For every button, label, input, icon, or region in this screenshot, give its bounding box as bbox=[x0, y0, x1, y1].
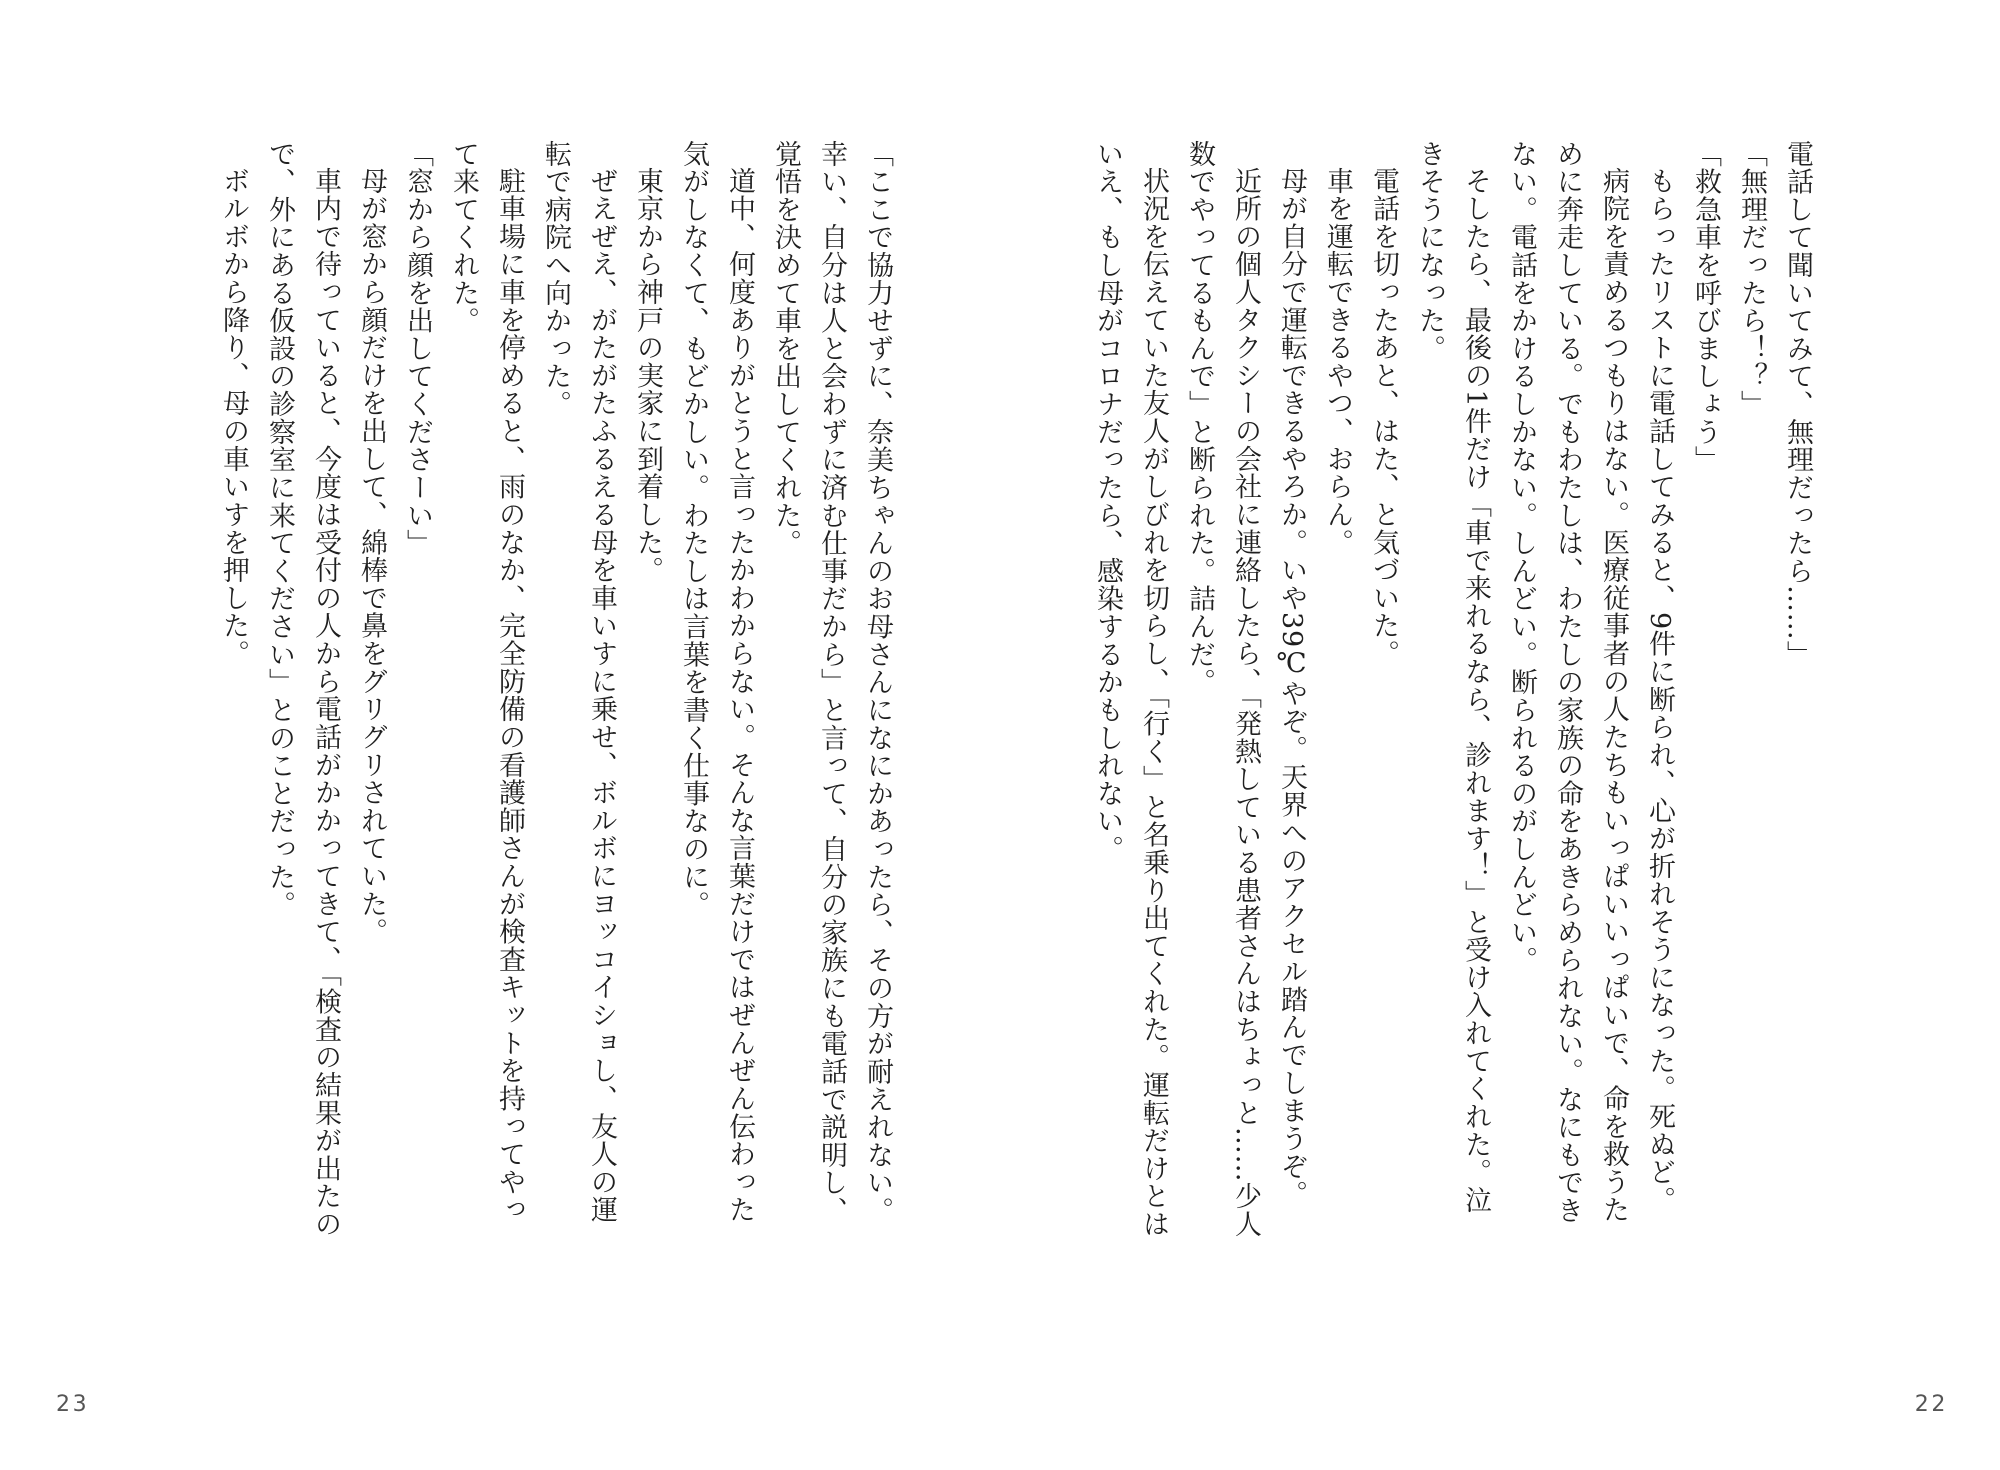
right-page bbox=[1000, 0, 2000, 1470]
paragraph: もらったリストに電話してみると、9件に断られ、心が折れそうになった。死ぬど。 bbox=[1644, 167, 1675, 1214]
paragraph: 車を運転できるやつ、おらん。 bbox=[1322, 167, 1353, 557]
paragraph: 病院を責めるつもりはない。医療従事者の人たちもいっぱいいっぱいで、命を救うために奔走している。でもわたしは、わたしの家族の命をあきらめられない。なにもできない。電話をかけるしかない。しんどい。断られるのがしんどい。 bbox=[1506, 140, 1629, 1225]
paragraph: 「ここで協力せずに、奈美ちゃんのお母さんになにかあったら、その方が耐えれない。幸い、自分は人と会わずに済む仕事だから」と言って、自分の家族にも電話で説明し、覚悟を決めて車を出してくれた。 bbox=[770, 140, 893, 1225]
paragraph: 状況を伝えていた友人がしびれを切らし、「行く」と名乗り出てくれた。運転だけとはいえ、もし母がコロナだったら、感染するかもしれない。 bbox=[1092, 140, 1169, 1239]
right-page-text bbox=[1092, 140, 1820, 1240]
paragraph: 電話を切ったあと、はた、と気づいた。 bbox=[1368, 167, 1399, 668]
paragraph: ぜえぜえ、がたがたふるえる母を車いすに乗せ、ボルボにヨッコイショし、友人の運転で病院へ向かった。 bbox=[540, 140, 617, 1224]
left-page-number: 23 bbox=[56, 1392, 90, 1417]
paragraph: 母が自分で運転できるやろか。いや39℃やぞ。天界へのアクセル踏んでしまうぞ。 bbox=[1276, 167, 1307, 1209]
paragraph: 道中、何度ありがとうと言ったかわからない。そんな言葉だけではぜんぜん伝わった気がしなくて、もどかしい。わたしは言葉を書く仕事なのに。 bbox=[678, 140, 755, 1224]
paragraph: そしたら、最後の1件だけ「車で来れるなら、診れます！」と受け入れてくれた。泣きそうになった。 bbox=[1414, 140, 1491, 1214]
paragraph: 近所の個人タクシーの会社に連絡したら、「発熱している患者さんはちょっと……少人数でやってるもんで」と断られた。詰んだ。 bbox=[1184, 140, 1261, 1239]
left-page-text bbox=[100, 140, 900, 1240]
paragraph: 「無理だったら！？」 bbox=[1736, 140, 1767, 419]
paragraph: 「救急車を呼びましょう」 bbox=[1690, 140, 1721, 474]
paragraph: 母が窓から顔だけを出して、綿棒で鼻をグリグリされていた。 bbox=[356, 167, 387, 946]
right-page-number: 22 bbox=[1914, 1392, 1948, 1417]
paragraph: ボルボから降り、母の車いすを押した。 bbox=[218, 167, 249, 668]
paragraph: 東京から神戸の実家に到着した。 bbox=[632, 167, 663, 585]
paragraph: 車内で待っていると、今度は受付の人から電話がかかってきて、「検査の結果が出たので、外にある仮設の診察室に来てください」とのことだった。 bbox=[264, 140, 341, 1239]
paragraph: 「窓から顔を出してくださーい」 bbox=[402, 140, 433, 558]
paragraph: 電話して聞いてみて、無理だったら……」 bbox=[1782, 140, 1813, 669]
paragraph: 駐車場に車を停めると、雨のなか、完全防備の看護師さんが検査キットを持ってやって来てくれた。 bbox=[448, 140, 525, 1224]
